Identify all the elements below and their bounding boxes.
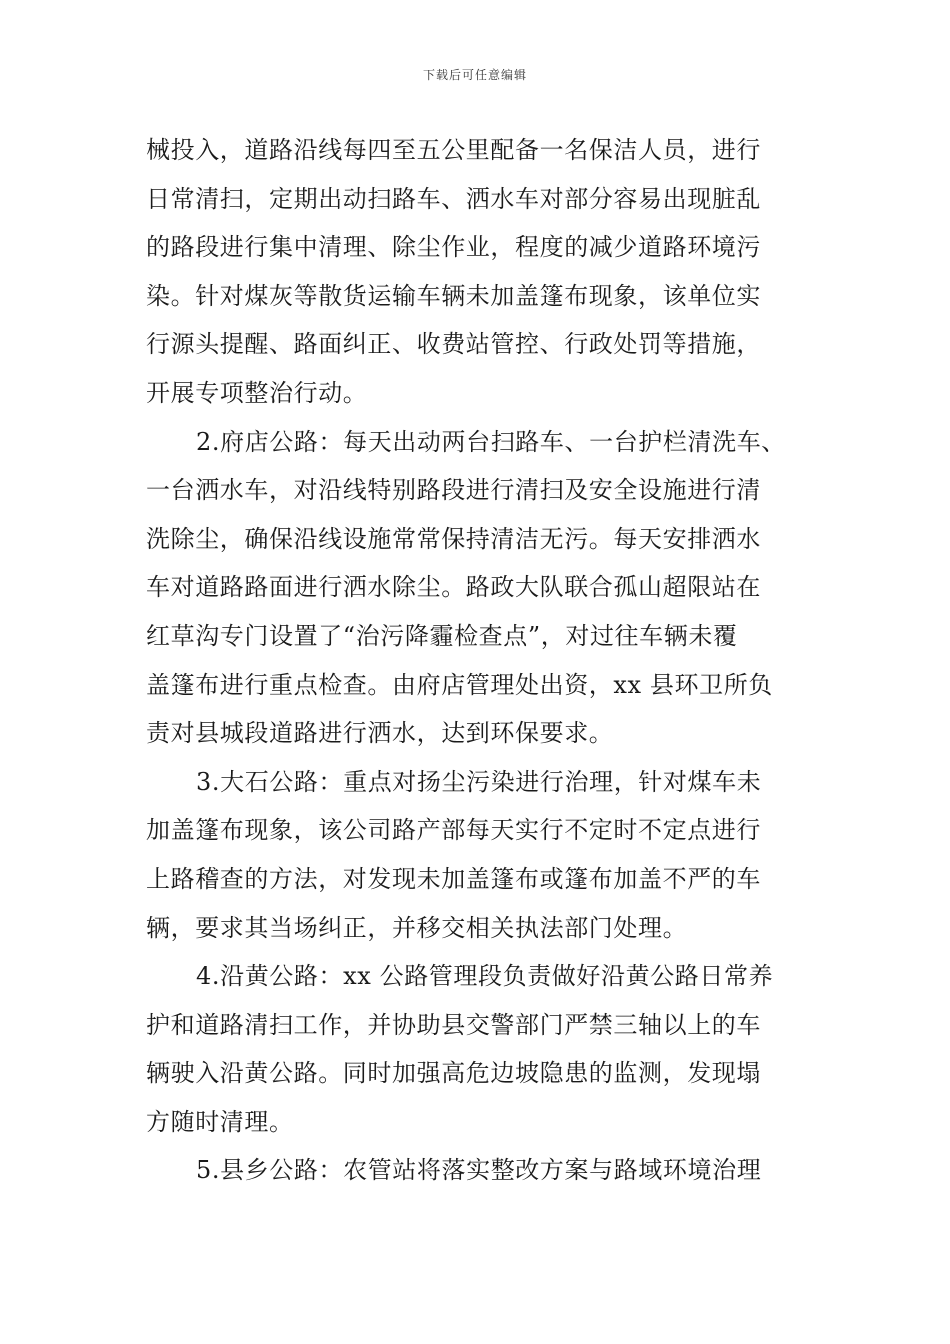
paragraph-start-line: 4.沿黄公路：xx 公路管理段负责做好沿黄公路日常养 [196, 962, 774, 991]
page-header: 下载后可任意编辑 [422, 68, 527, 82]
text-line: 一台洒水车，对沿线特别路段进行清扫及安全设施进行清 [146, 476, 761, 505]
text-line: 日常清扫，定期出动扫路车、洒水车对部分容易出现脏乱 [146, 184, 761, 213]
text-line: 盖篷布进行重点检查。由府店管理处出资，xx 县环卫所负 [146, 670, 773, 699]
paragraph-start-line: 3.大石公路：重点对扬尘污染进行治理，针对煤车未 [196, 767, 762, 796]
text-line: 辆，要求其当场纠正，并移交相关执法部门处理。 [146, 913, 688, 942]
text-line: 开展专项整治行动。 [146, 378, 368, 407]
text-line: 械投入，道路沿线每四至五公里配备一名保洁人员，进行 [146, 136, 761, 164]
text-line: 上路稽查的方法，对发现未加盖篷布或篷布加盖不严的车 [146, 864, 761, 893]
paragraph-start-line: 2.府店公路：每天出动两台扫路车、一台护栏清洗车、 [196, 427, 786, 456]
text-line: 的路段进行集中清理、除尘作业，程度的减少道路环境污 [146, 233, 761, 262]
text-line: 染。针对煤灰等散货运输车辆未加盖篷布现象，该单位实 [146, 281, 761, 310]
text-line: 责对县城段道路进行洒水，达到环保要求。 [146, 719, 614, 748]
text-line: 行源头提醒、路面纠正、收费站管控、行政处罚等措施， [146, 330, 761, 359]
text-line: 护和道路清扫工作，并协助县交警部门严禁三轴以上的车 [146, 1010, 761, 1039]
text-line: 红草沟专门设置了“治污降霾检查点”，对过往车辆未覆 [146, 621, 738, 650]
text-line: 方随时清理。 [146, 1107, 294, 1136]
text-line: 辆驶入沿黄公路。同时加强高危边坡隐患的监测，发现塌 [146, 1059, 761, 1088]
text-line: 洗除尘，确保沿线设施常常保持清洁无污。每天安排洒水 [146, 524, 761, 553]
document-body [146, 126, 836, 1195]
paragraph-start-line: 5.县乡公路：农管站将落实整改方案与路域环境治理 [196, 1156, 762, 1185]
text-line: 加盖篷布现象，该公司路产部每天实行不定时不定点进行 [146, 816, 761, 845]
text-line: 车对道路路面进行洒水除尘。路政大队联合孤山超限站在 [146, 573, 761, 602]
